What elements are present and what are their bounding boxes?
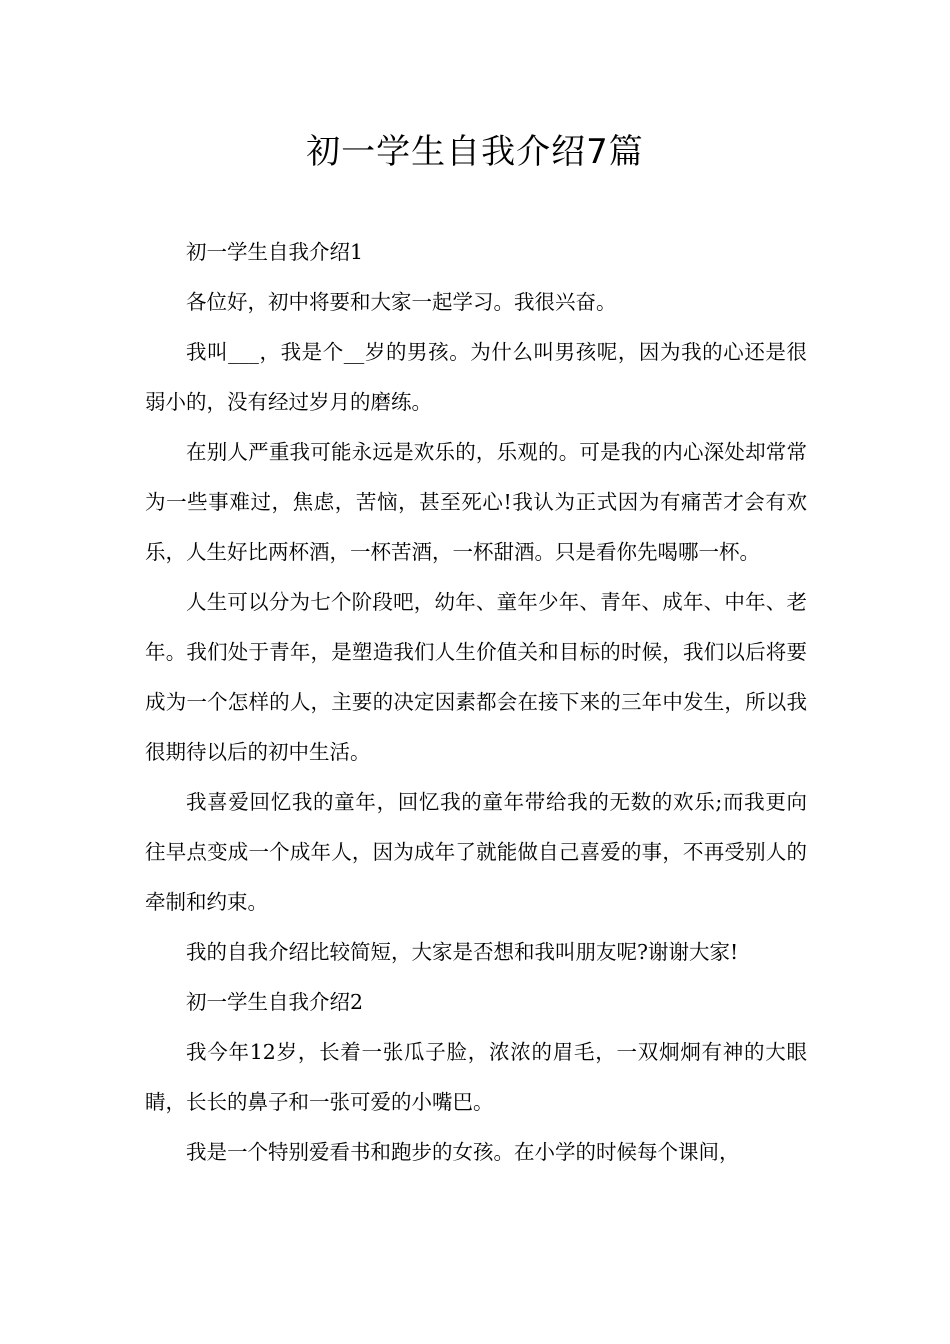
paragraph: 我的自我介绍比较简短，大家是否想和我叫朋友呢?谢谢大家! — [186, 940, 739, 964]
paragraph: 在别人严重我可能永远是欢乐的，乐观的。可是我的内心深处却常常为一些事难过，焦虑，苦恼，甚至死心!我认为正式因为有痛苦才会有欢乐，人生好比两杯酒，一杯苦酒，一杯甜酒。只是看你先喝哪一杯。 — [145, 440, 807, 564]
document-body — [145, 227, 807, 1177]
section-heading-2: 初一学生自我介绍2 — [186, 990, 364, 1014]
paragraph: 人生可以分为七个阶段吧，幼年、童年少年、青年、成年、中年、老年。我们处于青年，是塑造我们人生价值关和目标的时候，我们以后将要成为一个怎样的人，主要的决定因素都会在接下来的三年中发生，所以我很期待以后的初中生活。 — [145, 590, 807, 764]
paragraph: 我叫___，我是个__岁的男孩。为什么叫男孩呢，因为我的心还是很弱小的，没有经过岁月的磨练。 — [145, 340, 807, 414]
paragraph: 我喜爱回忆我的童年，回忆我的童年带给我的无数的欢乐;而我更向往早点变成一个成年人，因为成年了就能做自己喜爱的事，不再受别人的牵制和约束。 — [145, 790, 807, 914]
paragraph: 我今年12岁，长着一张瓜子脸，浓浓的眉毛，一双炯炯有神的大眼睛，长长的鼻子和一张可爱的小嘴巴。 — [145, 1040, 807, 1114]
paragraph: 各位好，初中将要和大家一起学习。我很兴奋。 — [186, 290, 617, 314]
section-heading-1: 初一学生自我介绍1 — [186, 240, 364, 264]
document-title: 初一学生自我介绍7篇 — [306, 132, 644, 172]
paragraph: 我是一个特别爱看书和跑步的女孩。在小学的时候每个课间， — [186, 1140, 740, 1164]
